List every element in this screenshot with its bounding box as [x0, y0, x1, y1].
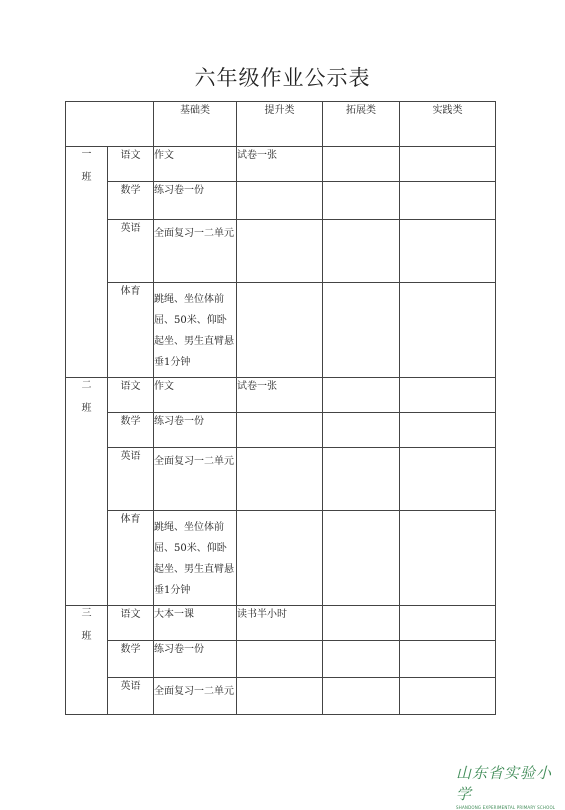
header-basic: 基础类	[154, 102, 237, 147]
basic-cell: 全面复习一二单元	[154, 448, 237, 511]
practice-cell	[400, 413, 496, 448]
basic-cell: 作文	[154, 378, 237, 413]
improve-cell	[237, 283, 323, 378]
extend-cell	[323, 182, 400, 220]
extend-cell	[323, 413, 400, 448]
practice-cell	[400, 147, 496, 182]
improve-cell: 读书半小时	[237, 606, 323, 641]
table-row	[66, 378, 496, 413]
practice-cell	[400, 448, 496, 511]
extend-cell	[323, 678, 400, 715]
improve-cell	[237, 182, 323, 220]
table-row	[66, 641, 496, 678]
table-row	[66, 606, 496, 641]
subject-cell: 语文	[108, 606, 154, 641]
basic-cell: 大本一课	[154, 606, 237, 641]
subject-cell: 英语	[108, 220, 154, 283]
basic-cell: 全面复习一二单元	[154, 220, 237, 283]
extend-cell	[323, 448, 400, 511]
subject-cell: 英语	[108, 678, 154, 715]
practice-cell	[400, 511, 496, 606]
subject-cell: 语文	[108, 147, 154, 182]
class-label-1: 一 班	[66, 147, 108, 378]
improve-cell	[237, 678, 323, 715]
table-row	[66, 220, 496, 283]
logo-english-name: SHANDONG EXPERIMENTAL PRIMARY SCHOOL	[456, 805, 556, 810]
subject-cell: 体育	[108, 283, 154, 378]
basic-cell: 跳绳、坐位体前屈、50米、仰卧起坐、男生直臂悬垂1分钟	[154, 283, 237, 378]
practice-cell	[400, 220, 496, 283]
table-row	[66, 448, 496, 511]
extend-cell	[323, 283, 400, 378]
practice-cell	[400, 182, 496, 220]
improve-cell	[237, 220, 323, 283]
class-label-2: 二 班	[66, 378, 108, 606]
corner-cell	[66, 102, 154, 147]
extend-cell	[323, 147, 400, 182]
subject-cell: 语文	[108, 378, 154, 413]
logo-chinese-name: 山东省实验小学	[456, 764, 553, 803]
header-extend: 拓展类	[323, 102, 400, 147]
extend-cell	[323, 511, 400, 606]
header-practice: 实践类	[400, 102, 496, 147]
table-row	[66, 511, 496, 606]
basic-cell: 作文	[154, 147, 237, 182]
basic-cell: 练习卷一份	[154, 413, 237, 448]
homework-table	[65, 101, 496, 715]
practice-cell	[400, 378, 496, 413]
basic-cell: 跳绳、坐位体前屈、50米、仰卧起坐、男生直臂悬垂1分钟	[154, 511, 237, 606]
improve-cell	[237, 511, 323, 606]
improve-cell: 试卷一张	[237, 378, 323, 413]
extend-cell	[323, 606, 400, 641]
practice-cell	[400, 606, 496, 641]
subject-cell: 体育	[108, 511, 154, 606]
subject-cell: 数学	[108, 182, 154, 220]
header-improve: 提升类	[237, 102, 323, 147]
extend-cell	[323, 641, 400, 678]
table-row	[66, 678, 496, 715]
subject-cell: 数学	[108, 413, 154, 448]
practice-cell	[400, 641, 496, 678]
table-row	[66, 413, 496, 448]
practice-cell	[400, 283, 496, 378]
page-title: 六年级作业公示表	[194, 66, 371, 90]
subject-cell: 数学	[108, 641, 154, 678]
school-logo	[456, 762, 556, 810]
table-row	[66, 182, 496, 220]
improve-cell: 试卷一张	[237, 147, 323, 182]
basic-cell: 全面复习一二单元	[154, 678, 237, 715]
extend-cell	[323, 220, 400, 283]
basic-cell: 练习卷一份	[154, 641, 237, 678]
class-label-3: 三 班	[66, 606, 108, 715]
improve-cell	[237, 448, 323, 511]
practice-cell	[400, 678, 496, 715]
improve-cell	[237, 413, 323, 448]
table-row	[66, 283, 496, 378]
improve-cell	[237, 641, 323, 678]
basic-cell: 练习卷一份	[154, 182, 237, 220]
header-row	[66, 102, 496, 147]
subject-cell: 英语	[108, 448, 154, 511]
table-row	[66, 147, 496, 182]
extend-cell	[323, 378, 400, 413]
